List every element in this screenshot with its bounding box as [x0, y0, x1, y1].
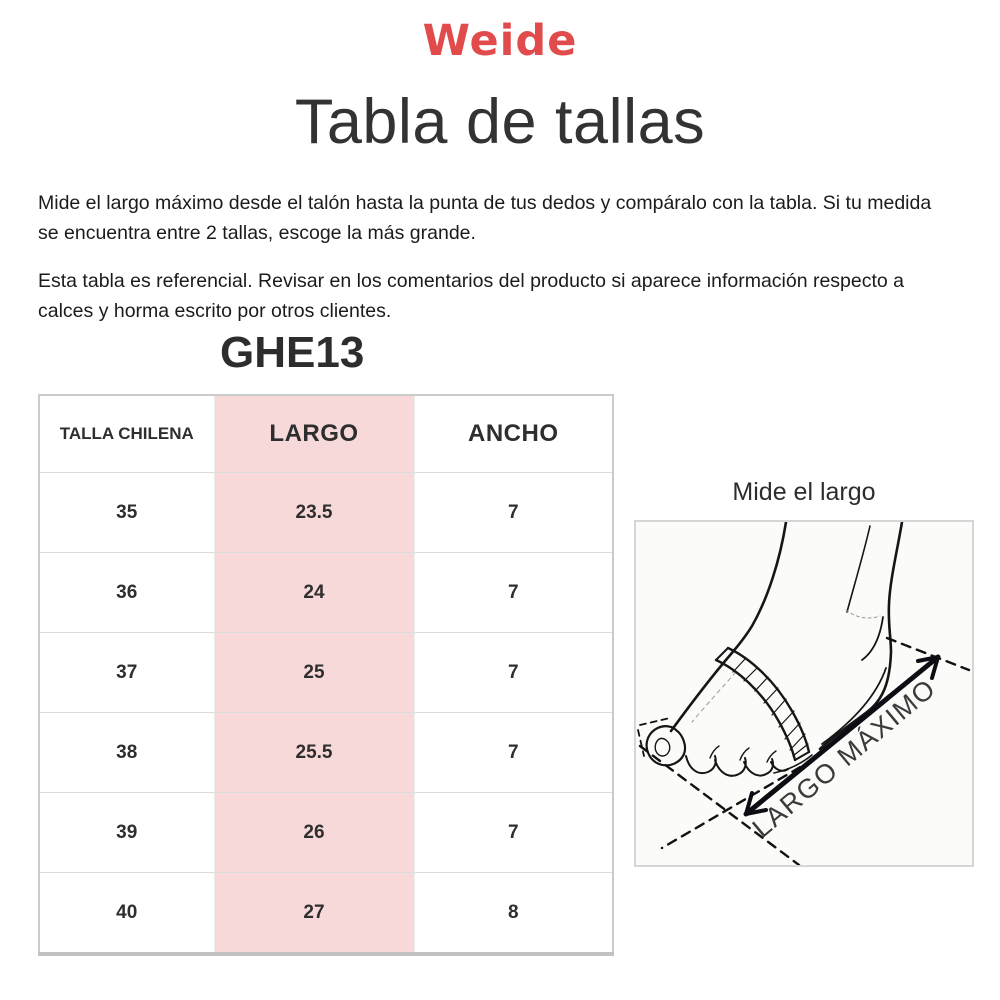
size-row-38 [39, 713, 613, 793]
cell-ancho: 7 [414, 473, 613, 553]
cell-talla-chilena: 40 [39, 873, 214, 955]
cell-ancho: 7 [414, 553, 613, 633]
measure-guide-caption: Mide el largo [732, 478, 876, 506]
cell-talla-chilena: 37 [39, 633, 214, 713]
table-header-row [39, 395, 613, 473]
intro-paragraph-2: Esta tabla es referencial. Revisar en los comentarios del producto si aparece información respecto a calces y horma escrito por otros clientes. [38, 270, 905, 322]
size-row-39 [39, 793, 613, 873]
measuring-tape [716, 648, 809, 760]
size-row-40 [39, 873, 613, 955]
cell-talla-chilena: 38 [39, 713, 214, 793]
foot-measure-diagram [636, 522, 972, 865]
foot-illustration-box [634, 520, 974, 867]
cell-largo: 27 [214, 873, 414, 955]
cell-largo: 26 [214, 793, 414, 873]
size-row-37 [39, 633, 613, 713]
cell-ancho: 7 [414, 633, 613, 713]
cell-ancho: 8 [414, 873, 613, 955]
column-header-largo: LARGO [214, 395, 414, 473]
size-row-35 [39, 473, 613, 553]
cell-largo: 25.5 [214, 713, 414, 793]
cell-talla-chilena: 39 [39, 793, 214, 873]
cell-largo: 23.5 [214, 473, 414, 553]
column-header-ancho: ANCHO [414, 395, 613, 473]
brand-logo: Weide [422, 16, 578, 66]
intro-paragraph-1: Mide el largo máximo desde el talón hasta la punta de tus dedos y compáralo con la tabla. Si tu medida se encuentra entre 2 tallas, escoge la más grande. [38, 192, 932, 244]
cell-ancho: 7 [414, 793, 613, 873]
size-table [38, 394, 614, 956]
size-row-36 [39, 553, 613, 633]
cell-largo: 25 [214, 633, 414, 713]
measure-arrow [746, 657, 938, 814]
cell-ancho: 7 [414, 713, 613, 793]
cell-largo: 24 [214, 553, 414, 633]
page-title: Tabla de tallas [294, 87, 706, 157]
arrow-label: LARGO MÁXIMO [746, 672, 942, 844]
cell-talla-chilena: 35 [39, 473, 214, 553]
cell-talla-chilena: 36 [39, 553, 214, 633]
column-header-talla-chilena: TALLA CHILENA [39, 395, 214, 473]
model-code: GHE13 [220, 328, 365, 377]
